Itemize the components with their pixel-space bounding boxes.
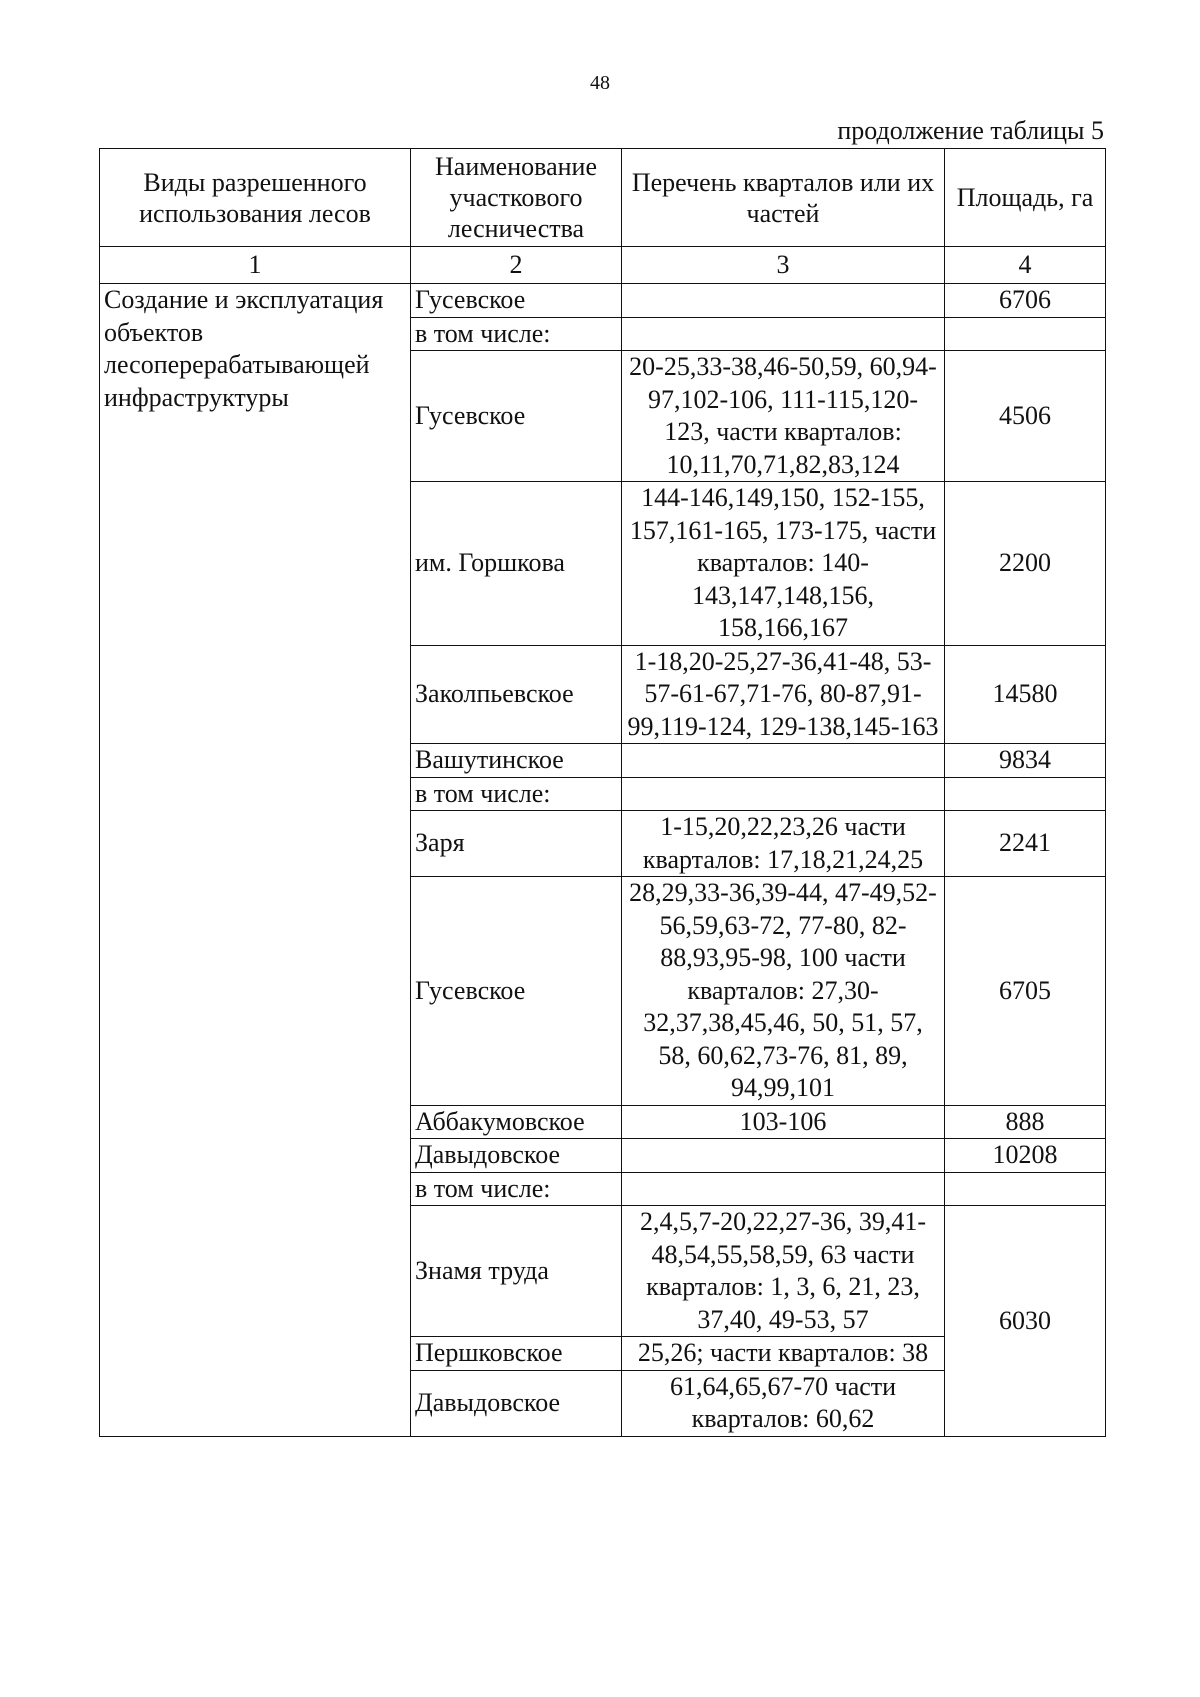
quarters-cell: [622, 284, 945, 318]
forestry-cell: им. Горшкова: [411, 482, 622, 646]
forestry-cell: Гусевское: [411, 877, 622, 1106]
forestry-cell: Вашутинское: [411, 744, 622, 778]
quarters-cell: 28,29,33-36,39-44, 47-49,52-56,59,63-72, 77-80, 82-88,93,95-98, 100 части кварталов: 27,30-32,37,38,45,46, 50, 51, 57, 58, 60,62,73-76, 81, 89, 94,99,101: [622, 877, 945, 1106]
forestry-cell: в том числе:: [411, 777, 622, 811]
forestry-cell: Заря: [411, 811, 622, 877]
area-cell: [945, 777, 1106, 811]
area-cell: 6706: [945, 284, 1106, 318]
quarters-cell: 25,26; части кварталов: 38: [622, 1337, 945, 1371]
quarters-cell: 144-146,149,150, 152-155, 157,161-165, 173-175, части кварталов: 140-143,147,148,156, 158,166,167: [622, 482, 945, 646]
header-area: Площадь, га: [945, 149, 1106, 247]
column-number: 1: [100, 247, 411, 284]
quarters-cell: 1-15,20,22,23,26 части кварталов: 17,18,21,24,25: [622, 811, 945, 877]
area-cell-merged: 6030: [945, 1206, 1106, 1437]
forest-use-table: [99, 148, 1106, 1437]
quarters-cell: [622, 1139, 945, 1173]
area-cell: 9834: [945, 744, 1106, 778]
area-cell: 14580: [945, 645, 1106, 744]
table-row: [100, 284, 1106, 318]
column-number-row: [100, 247, 1106, 284]
forestry-cell: Першковское: [411, 1337, 622, 1371]
area-cell: 888: [945, 1105, 1106, 1139]
quarters-cell: 1-18,20-25,27-36,41-48, 53-57-61-67,71-76, 80-87,91-99,119-124, 129-138,145-163: [622, 645, 945, 744]
forestry-cell: в том числе:: [411, 1172, 622, 1206]
forestry-cell: Давыдовское: [411, 1370, 622, 1436]
table-header-row: [100, 149, 1106, 247]
forestry-cell: Заколпьевское: [411, 645, 622, 744]
use-type-cell: Создание и эксплуатация объектов лесоперерабатывающей инфраструктуры: [100, 284, 411, 1437]
quarters-cell: 20-25,33-38,46-50,59, 60,94-97,102-106, 111-115,120-123, части кварталов: 10,11,70,71,82,83,124: [622, 351, 945, 482]
quarters-cell: [622, 1172, 945, 1206]
table-continuation-label: продолжение таблицы 5: [837, 116, 1104, 145]
header-quarters: Перечень кварталов или их частей: [622, 149, 945, 247]
quarters-cell: 61,64,65,67-70 части кварталов: 60,62: [622, 1370, 945, 1436]
area-cell: [945, 317, 1106, 351]
area-cell: 2200: [945, 482, 1106, 646]
area-cell: 4506: [945, 351, 1106, 482]
column-number: 2: [411, 247, 622, 284]
forestry-cell: Знамя труда: [411, 1206, 622, 1337]
header-forestry: Наименование участкового лесничества: [411, 149, 622, 247]
page-number: 48: [590, 72, 610, 94]
quarters-cell: [622, 744, 945, 778]
quarters-cell: 2,4,5,7-20,22,27-36, 39,41-48,54,55,58,59, 63 части кварталов: 1, 3, 6, 21, 23, 37,40, 49-53, 57: [622, 1206, 945, 1337]
forestry-cell: в том числе:: [411, 317, 622, 351]
forestry-cell: Гусевское: [411, 284, 622, 318]
forestry-cell: Аббакумовское: [411, 1105, 622, 1139]
quarters-cell: [622, 317, 945, 351]
quarters-cell: [622, 777, 945, 811]
forestry-cell: Гусевское: [411, 351, 622, 482]
area-cell: 6705: [945, 877, 1106, 1106]
forestry-cell: Давыдовское: [411, 1139, 622, 1173]
header-use-type: Виды разрешенного использования лесов: [100, 149, 411, 247]
quarters-cell: 103-106: [622, 1105, 945, 1139]
area-cell: [945, 1172, 1106, 1206]
column-number: 3: [622, 247, 945, 284]
column-number: 4: [945, 247, 1106, 284]
area-cell: 10208: [945, 1139, 1106, 1173]
area-cell: 2241: [945, 811, 1106, 877]
